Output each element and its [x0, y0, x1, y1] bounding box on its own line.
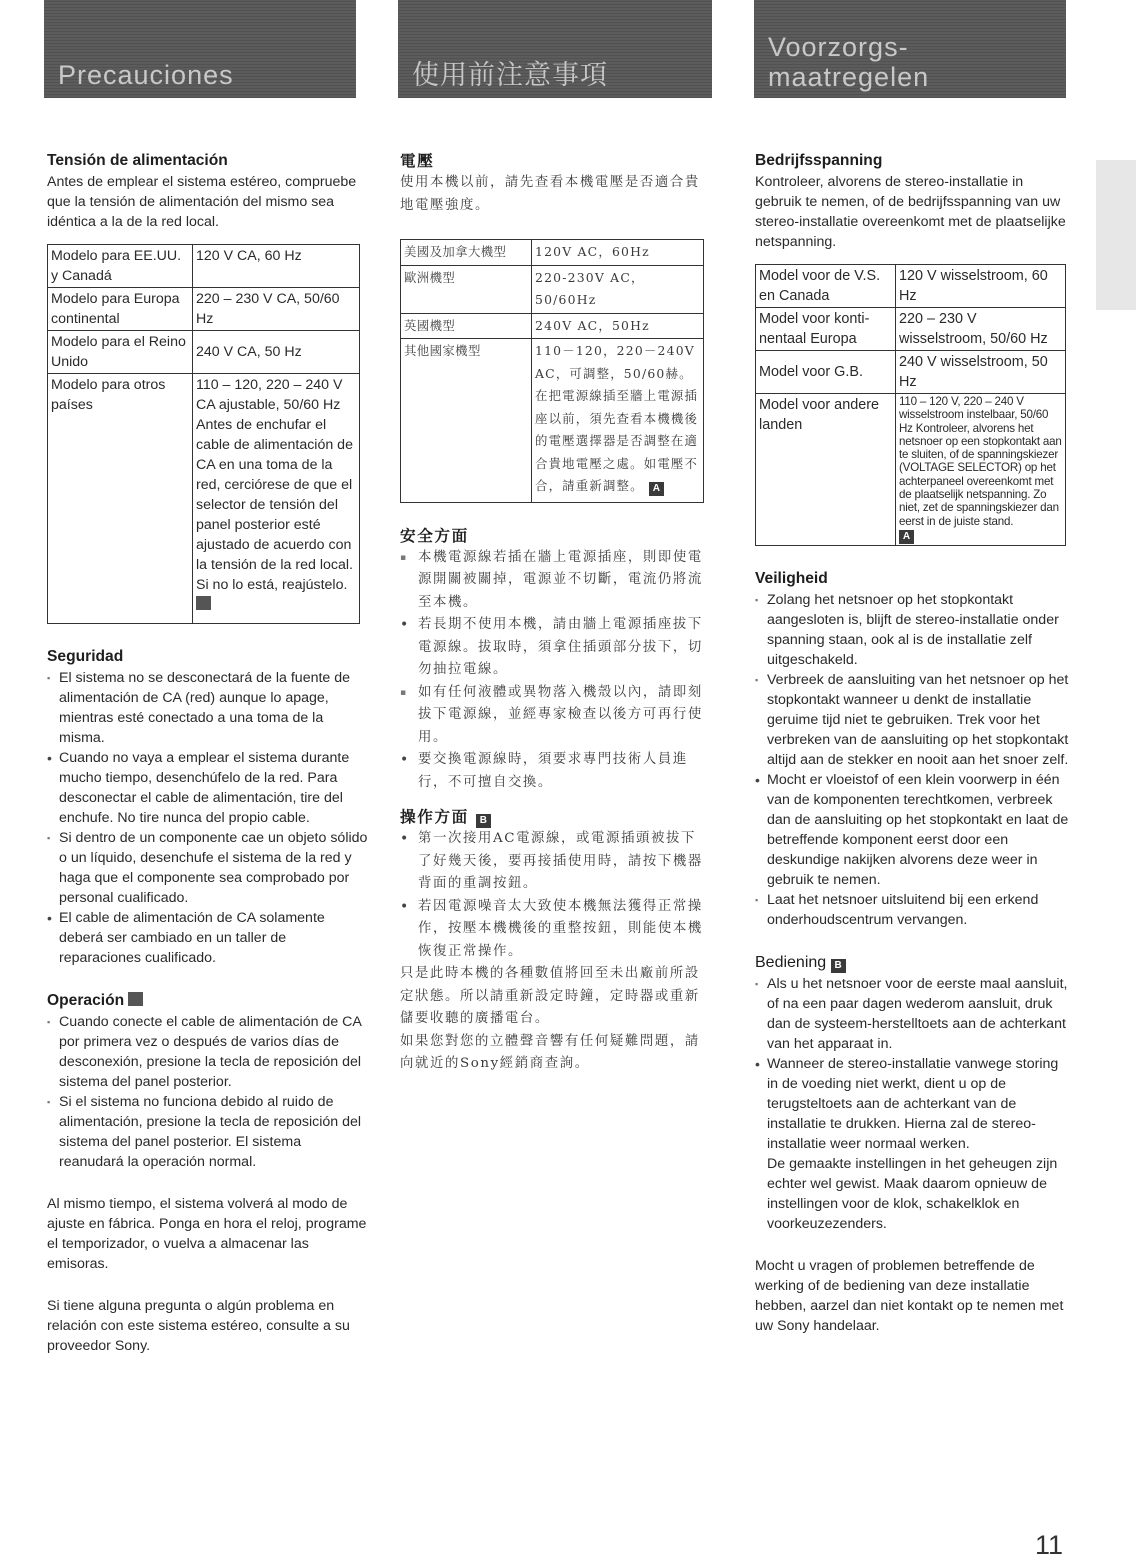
list-item: ▪ Zolang het netsnoer op het stopkontakt aangesloten is, blijft de stereo-installatie onder spanning staan, ook al is de installatie zelf uitgeschakeld. — [755, 590, 1070, 670]
table-cell-model: 歐洲機型 — [401, 265, 532, 313]
voltage-table — [400, 239, 704, 503]
list-item: ▪ Als u het netsnoer voor de eerste maal aansluit, of na een paar dagen wederom aansluit, druk dan de systeem-herstelltoets aan de achterkant van het apparaat in. — [755, 974, 1070, 1054]
banner-chinese — [398, 0, 712, 98]
table-cell-model: Model voor G.B. — [756, 351, 896, 394]
banner-dutch — [754, 0, 1066, 98]
table-cell-model: 其他國家機型 — [401, 339, 532, 503]
section-heading: Bedrijfsspanning — [755, 152, 883, 169]
section-heading: Seguridad — [47, 648, 124, 665]
badge-a: A — [649, 482, 664, 496]
note-paragraph: 只是此時本機的各種數值將回至未出廠前所設定狀態。所以請重新設定時鐘，定時器或重新儲要收聽的廣播電台。 — [400, 966, 700, 1026]
list-item: ▪ El sistema no se desconectará de la fuente de alimentación de CA (red) aunque lo apage, mientras esté conectado a una toma de la misma. — [47, 668, 369, 748]
table-cell-value — [896, 394, 1066, 546]
closing-paragraph: Mocht u vragen of problemen betreffende de werking of de bediening van deze installatie hebben, aarzel dan niet kontakt op te nemen met uw Sony handelaar. — [755, 1257, 1064, 1334]
cell-note — [196, 415, 356, 615]
table-cell-value: 120 V wisselstroom, 60 Hz — [896, 265, 1066, 308]
table-cell-model: Modelo para Europa continental — [48, 288, 193, 331]
table-row — [48, 374, 360, 624]
table-cell-model: Model voor de V.S. en Canada — [756, 265, 896, 308]
list-item: • El cable de alimentación de CA solamente deberá ser cambiado en un taller de reparaciones cualificado. — [47, 908, 369, 968]
list-item: • 要交換電源線時，須要求專門技術人員進行，不可擅自交換。 — [400, 749, 708, 794]
table-cell-model: Modelo para el Reino Unido — [48, 331, 193, 374]
list-item: • 第一次接用AC電源線，或電源插頭被拔下了好幾天後，要再接插使用時，請按下機器背面的重調按鈕。 — [400, 828, 708, 896]
table-cell-value: 240 V CA, 50 Hz — [193, 331, 360, 374]
note-paragraph: Al mismo tiempo, el sistema volverá al modo de ajuste en fábrica. Ponga en hora el reloj, programe el temporizador, o vuelva a almacenar las emisoras. — [47, 1196, 367, 1272]
section-heading — [755, 952, 1070, 974]
list-item: ▪ Si el sistema no funciona debido al ruido de alimentación, presione la tecla de reposición del sistema del panel posterior. El sistema reanudará la operación normal. — [47, 1092, 369, 1172]
table-row — [48, 288, 360, 331]
bullet-list — [47, 1012, 369, 1172]
table-cell-value: 220 – 230 V CA, 50/60 Hz — [193, 288, 360, 331]
list-item: • Cuando no vaya a emplear el sistema durante mucho tiempo, desenchúfelo de la red. Para desconectar el cable de alimentación, tire del enchufe. No tire nunca del propio cable. — [47, 748, 369, 828]
list-item: ▪ Verbreek de aansluiting van het netsnoer op het stopkontakt wanneer u denkt de installatie geruime tijd niet te gebruiken. Trek voor het verbreken van de aansluiting op het stopkontakt altijd aan de stekker en nooit aan het snoer zelf. — [755, 670, 1070, 770]
table-row — [401, 339, 704, 503]
cell-note-text: Antes de enchufar el cable de alimentación de CA en una toma de la red, cerciórese de que el selector de tensión del panel posterior esté ajustado de acuerdo con la tensión de la red local. Si no lo está, reajústelo. — [196, 417, 353, 593]
bullet-list — [755, 590, 1070, 930]
section-heading: 安全方面 — [400, 525, 469, 545]
table-row — [756, 394, 1066, 546]
table-row — [48, 245, 360, 288]
list-item: • Mocht er vloeistof of een klein voorwerp in één van de komponenten terechtkomen, verbreek dan de aansluiting op het stopkontakt en laat de betreffende komponent eerst door een deskundige nakijken alvorens deze weer in gebruik te nemen. — [755, 770, 1070, 890]
table-cell-value: 240 V wisselstroom, 50 Hz — [896, 351, 1066, 394]
bullet-list — [400, 547, 708, 795]
table-row — [756, 308, 1066, 351]
cell-value: 110 – 120 V, 220 – 240 V wisselstroom instelbaar, 50/60 Hz Kontroleer, alvorens het netsnoer op een stopkontakt aan te sluiten, of de spanningskiezer (VOLTAGE SELECTOR) op het achterpaneel overeenkomt met de plaatselijk netspanning. Zo niet, zet de spanningskiezer dan eerst in de juiste stand. — [899, 395, 1062, 528]
list-item-text: • Wanneer de stereo-installatie vanwege storing in de voeding niet werkt, dient u op de terugsteltoets aan de achterkant van de installatie te drukken. Hierna zal de stereo-installatie weer normaal werken. — [767, 1055, 1059, 1152]
banner-title: Voorzorgs- maatregelen — [768, 32, 930, 92]
cell-badge-row — [899, 528, 1062, 544]
list-item: • 若因電源噪音太大致使本機無法獲得正常操作，按壓本機機後的重整按鈕，則能使本機恢復正常操作。 — [400, 896, 708, 964]
table-cell-model: Model voor andere landen — [756, 394, 896, 546]
cell-note — [535, 385, 700, 498]
column-chinese — [400, 150, 708, 1076]
list-item: ▪ Laat het netsnoer uitsluitend bij een erkend onderhoudscentrum vervangen. — [755, 890, 1070, 930]
list-item: ▪ 如有任何液體或異物落入機殼以內，請即刻拔下電源線，並經專家檢查以後方可再行使用。 — [400, 682, 708, 750]
closing-paragraph: Si tiene alguna pregunta o algún problema en relación con este sistema estéreo, consulte a su proveedor Sony. — [47, 1298, 350, 1354]
list-item — [755, 1054, 1070, 1234]
table-cell-value: 240V AC，50Hz — [532, 313, 704, 339]
section-heading-text: Operación — [47, 992, 125, 1009]
table-cell-value: 220 – 230 V wisselstroom, 50/60 Hz — [896, 308, 1066, 351]
side-tab-marker — [1096, 160, 1136, 310]
table-row — [401, 265, 704, 313]
list-item: ▪ Cuando conecte el cable de alimentación de CA por primera vez o después de varios días de desconexión, presione la tecla de reposición del sistema del panel posterior. — [47, 1012, 369, 1092]
paragraph: Antes de emplear el sistema estéreo, compruebe que la tensión de alimentación del mismo sea idéntica a la de la red local. — [47, 174, 357, 230]
banner-title: Precauciones — [58, 60, 234, 90]
paragraph: 使用本機以前，請先查看本機電壓是否適合貴地電壓強度。 — [400, 175, 700, 213]
badge-b: B — [476, 814, 491, 828]
cell-value: 110 – 120, 220 – 240 V CA ajustable, 50/60 Hz — [196, 377, 343, 413]
table-row — [756, 351, 1066, 394]
section-heading — [47, 990, 369, 1012]
table-row — [401, 313, 704, 339]
section-heading-text: 操作方面 — [400, 807, 469, 826]
table-cell-value: 220-230V AC，50/60Hz — [532, 265, 704, 313]
section-heading-text: Bediening — [755, 953, 827, 971]
badge-a — [196, 596, 211, 610]
table-cell-model: Modelo para otros países — [48, 374, 193, 624]
column-dutch — [755, 150, 1070, 1336]
table-cell-model: 英國機型 — [401, 313, 532, 339]
section-heading: 電壓 — [400, 151, 435, 170]
table-cell-model: 美國及加拿大機型 — [401, 240, 532, 266]
table-cell-model: Model voor konti-nentaal Europa — [756, 308, 896, 351]
paragraph: Kontroleer, alvorens de stereo-installatie in gebruik te nemen, of de bedrijfsspanning van uw stereo-installatie overeenkomt met de plaatselijke netspanning. — [755, 174, 1066, 250]
list-item: ▪ Si dentro de un componente cae un objeto sólido o un líquido, desenchufe el sistema de la red y haga que el componente sea comprobado por personal cualificado. — [47, 828, 369, 908]
section-heading: Veiligheid — [755, 569, 828, 587]
table-cell-value — [532, 339, 704, 503]
closing-paragraph: 如果您對您的立體聲音響有任何疑難問題，請向就近的Sony經銷商查詢。 — [400, 1033, 700, 1071]
banner-title: 使用前注意事項 — [412, 60, 608, 90]
list-item: • 若長期不使用本機，請由牆上電源插座拔下電源線。拔取時，須拿住插頭部分拔下，切勿抽拉電線。 — [400, 614, 708, 682]
voltage-table — [755, 264, 1066, 546]
table-cell-value — [193, 374, 360, 624]
bullet-list — [755, 974, 1070, 1234]
bullet-list — [400, 828, 708, 963]
badge-b — [128, 992, 143, 1006]
table-row — [48, 331, 360, 374]
cell-note-text: 在把電源線插至牆上電源插座以前，須先查看本機機後的電壓選擇器是否調整在適合貴地電壓之處。如電壓不合，請重新調整。 — [535, 388, 699, 493]
table-cell-value: 120 V CA, 60 Hz — [193, 245, 360, 288]
voltage-table — [47, 244, 360, 624]
list-item: ▪ 本機電源線若插在牆上電源插座，則即使電源開關被關掉，電源並不切斷，電流仍將流至本機。 — [400, 547, 708, 615]
table-cell-value: 120V AC，60Hz — [532, 240, 704, 266]
table-row — [401, 240, 704, 266]
banner-spanish — [44, 0, 356, 98]
page-number: 11 — [1035, 1530, 1064, 1560]
column-spanish — [47, 150, 369, 1356]
badge-b: B — [831, 959, 846, 973]
section-heading: Tensión de alimentación — [47, 152, 228, 169]
table-cell-model: Modelo para EE.UU. y Canadá — [48, 245, 193, 288]
section-heading — [400, 806, 708, 828]
note-paragraph: De gemaakte instellingen in het geheugen zijn echter wel gewist. Maak daarom opnieuw de instellingen voor de klok, schakelklok en voorkeuzezenders. — [767, 1155, 1058, 1232]
bullet-list — [47, 668, 369, 968]
table-row — [756, 265, 1066, 308]
badge-a: A — [899, 530, 914, 544]
cell-value: 110－120，220－240V AC，可調整，50/60赫。 — [535, 343, 695, 381]
